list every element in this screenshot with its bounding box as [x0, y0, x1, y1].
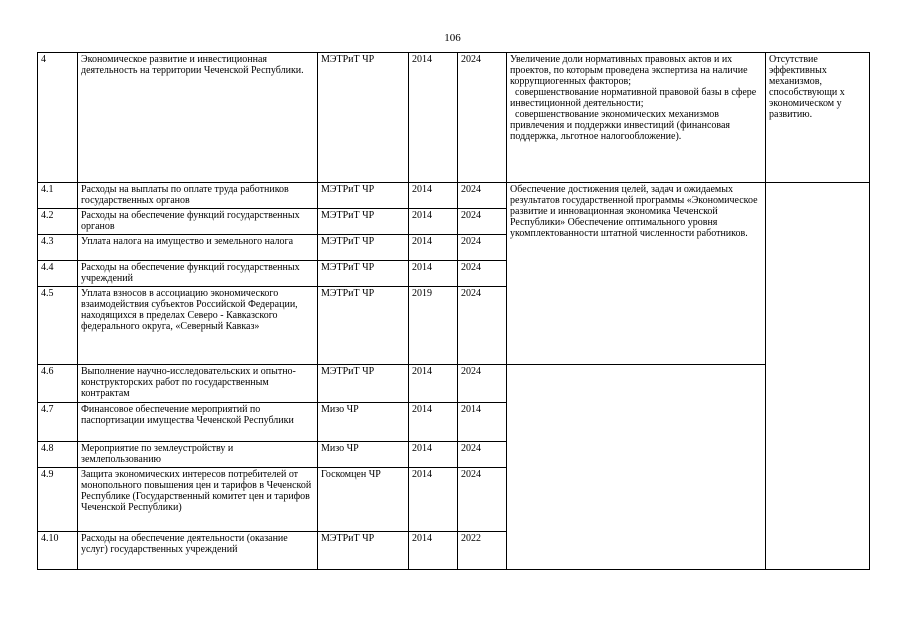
executor: Мизо ЧР	[318, 403, 409, 442]
start-year: 2014	[409, 365, 458, 403]
executor: МЭТРиТ ЧР	[318, 532, 409, 570]
measure-name: Расходы на обеспечение функций государственных органов	[78, 209, 318, 235]
executor: МЭТРиТ ЧР	[318, 287, 409, 365]
measure-name: Мероприятие по землеустройству и землепользованию	[78, 442, 318, 468]
expected-result-sub: Обеспечение достижения целей, задач и ожидаемых результатов государственной программы «Экономическое развитие и инновационная экономика Чеченской Республики» Обеспечение оптимального уровня укомплектованности штатной численности работников.	[507, 183, 766, 365]
end-year: 2024	[458, 442, 507, 468]
row-number: 4.6	[38, 365, 78, 403]
table-row	[38, 53, 870, 183]
end-year: 2024	[458, 235, 507, 261]
table-row	[38, 365, 870, 403]
end-year: 2024	[458, 183, 507, 209]
row-number: 4.9	[38, 468, 78, 532]
end-year: 2024	[458, 261, 507, 287]
start-year: 2014	[409, 468, 458, 532]
end-year: 2024	[458, 287, 507, 365]
measure-name: Уплата налога на имущество и земельного налога	[78, 235, 318, 261]
start-year: 2014	[409, 183, 458, 209]
executor: МЭТРиТ ЧР	[318, 261, 409, 287]
page-number: 106	[444, 32, 461, 44]
row-number: 4.5	[38, 287, 78, 365]
program-measures-table	[37, 52, 870, 570]
end-year: 2024	[458, 365, 507, 403]
result-line: Увеличение доли нормативных правовых актов и их проектов, по которым проведена экспертиза на наличие коррупциогенных факторов;	[510, 54, 751, 87]
end-year: 2022	[458, 532, 507, 570]
expected-result-empty	[507, 365, 766, 570]
start-year: 2014	[409, 261, 458, 287]
executor: МЭТРиТ ЧР	[318, 365, 409, 403]
end-year: 2024	[458, 468, 507, 532]
executor: Госкомцен ЧР	[318, 468, 409, 532]
start-year: 2014	[409, 53, 458, 183]
row-number: 4.8	[38, 442, 78, 468]
row-number: 4.1	[38, 183, 78, 209]
start-year: 2014	[409, 209, 458, 235]
executor: МЭТРиТ ЧР	[318, 209, 409, 235]
start-year: 2014	[409, 442, 458, 468]
measure-name: Расходы на выплаты по оплате труда работников государственных органов	[78, 183, 318, 209]
row-number: 4.2	[38, 209, 78, 235]
measure-name: Экономическое развитие и инвестиционная деятельность на территории Чеченской Республики.	[78, 53, 318, 183]
start-year: 2014	[409, 532, 458, 570]
end-year: 2024	[458, 53, 507, 183]
measure-name: Расходы на обеспечение деятельности (оказание услуг) государственных учреждений	[78, 532, 318, 570]
result-line: совершенствование экономических механизмов привлечения и поддержки инвестиций (финансовая поддержка, льготное налогообложение).	[510, 109, 733, 142]
consequence: Отсутствие эффективных механизмов, способствующи х экономическом у развитию.	[766, 53, 870, 183]
row-number: 4.3	[38, 235, 78, 261]
measure-name: Уплата взносов в ассоциацию экономического взаимодействия субъектов Российской Федерации, находящихся в пределах Северо - Кавказского федерального округа, «Северный Кавказ»	[78, 287, 318, 365]
executor: МЭТРиТ ЧР	[318, 183, 409, 209]
start-year: 2014	[409, 403, 458, 442]
executor: МЭТРиТ ЧР	[318, 235, 409, 261]
row-number: 4.4	[38, 261, 78, 287]
row-number: 4.10	[38, 532, 78, 570]
measure-name: Расходы на обеспечение функций государственных учреждений	[78, 261, 318, 287]
start-year: 2019	[409, 287, 458, 365]
result-line: совершенствование нормативной правовой базы в сфере инвестиционной деятельности;	[510, 87, 759, 109]
measure-name: Финансовое обеспечение мероприятий по паспортизации имущества Чеченской Республики	[78, 403, 318, 442]
consequence-empty	[766, 183, 870, 570]
executor: МЭТРиТ ЧР	[318, 53, 409, 183]
start-year: 2014	[409, 235, 458, 261]
table-row	[38, 183, 870, 209]
end-year: 2014	[458, 403, 507, 442]
row-number: 4.7	[38, 403, 78, 442]
measure-name: Защита экономических интересов потребителей от монопольного повышения цен и тарифов в Чеченской Республике (Государственный комитет цен и тарифов Чеченской Республики)	[78, 468, 318, 532]
executor: Мизо ЧР	[318, 442, 409, 468]
measure-name: Выполнение научно-исследовательских и опытно-конструкторских работ по государственным контрактам	[78, 365, 318, 403]
row-number: 4	[38, 53, 78, 183]
expected-result	[507, 53, 766, 183]
end-year: 2024	[458, 209, 507, 235]
